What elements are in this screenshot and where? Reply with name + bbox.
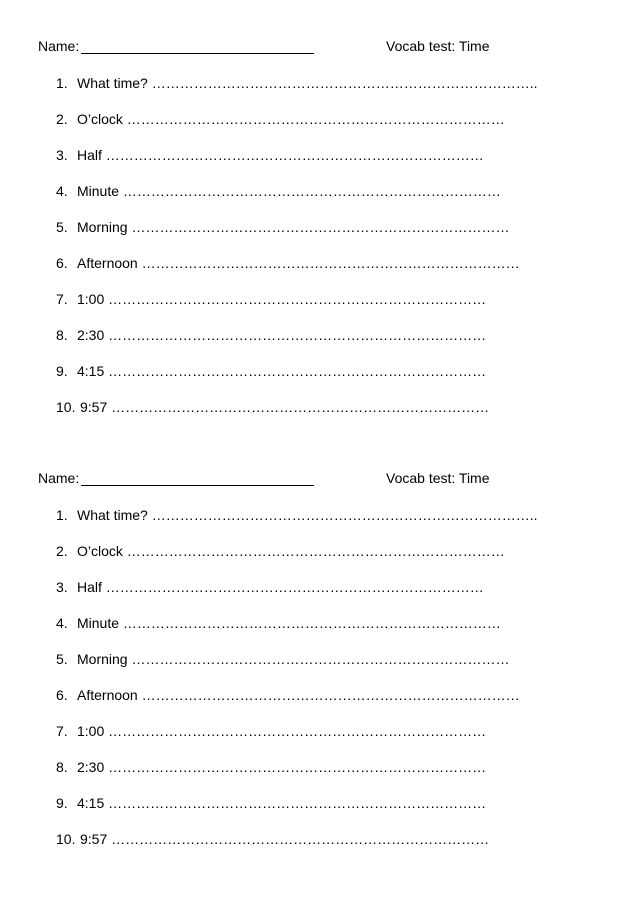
item-number: 5. [56,651,68,667]
item-text: Half ……………………………………………………………………… [77,579,484,595]
name-field-line[interactable] [81,53,314,54]
item-text: 1:00 ……………………………………………………………………… [77,723,487,739]
item-number: 1. [56,507,68,523]
item-text: Afternoon ……………………………………………………………………… [77,687,520,703]
item-text: 9:57 ……………………………………………………………………… [80,399,490,415]
item-text: 2:30 ……………………………………………………………………… [77,759,487,775]
item-text: Minute ……………………………………………………………………… [77,615,501,631]
item-text: Minute ……………………………………………………………………… [77,183,501,199]
item-number: 10. [56,399,76,415]
item-number: 6. [56,255,68,271]
item-number: 9. [56,363,68,379]
test-title: Vocab test: Time [386,470,490,486]
name-label: Name: [38,470,80,486]
item-number: 9. [56,795,68,811]
item-text: O’clock ……………………………………………………………………… [77,111,505,127]
worksheet-header [0,470,638,490]
item-text: 4:15 ……………………………………………………………………… [77,795,487,811]
item-number: 3. [56,579,68,595]
item-number: 6. [56,687,68,703]
item-number: 8. [56,327,68,343]
worksheet-section-2 [0,470,638,847]
item-text: Half ……………………………………………………………………… [77,147,484,163]
item-text: Afternoon ……………………………………………………………………… [77,255,520,271]
item-number: 7. [56,291,68,307]
item-text: 9:57 ……………………………………………………………………… [80,831,490,847]
item-number: 4. [56,183,68,199]
item-text: 2:30 ……………………………………………………………………… [77,327,487,343]
item-text: O’clock ……………………………………………………………………… [77,543,505,559]
worksheet-header [0,38,638,58]
item-number: 5. [56,219,68,235]
worksheet-section-1 [0,38,638,415]
item-text: What time? ……………………………………………………………………….. [77,507,538,523]
item-text: 1:00 ……………………………………………………………………… [77,291,487,307]
item-text: Morning ……………………………………………………………………… [77,651,510,667]
name-label: Name: [38,38,80,54]
item-number: 10. [56,831,76,847]
item-number: 7. [56,723,68,739]
item-text: Morning ……………………………………………………………………… [77,219,510,235]
item-number: 8. [56,759,68,775]
item-number: 4. [56,615,68,631]
test-title: Vocab test: Time [386,38,490,54]
item-text: 4:15 ……………………………………………………………………… [77,363,487,379]
item-number: 2. [56,543,68,559]
item-number: 1. [56,75,68,91]
name-field-line[interactable] [81,485,314,486]
item-number: 2. [56,111,68,127]
item-number: 3. [56,147,68,163]
item-text: What time? ……………………………………………………………………….. [77,75,538,91]
